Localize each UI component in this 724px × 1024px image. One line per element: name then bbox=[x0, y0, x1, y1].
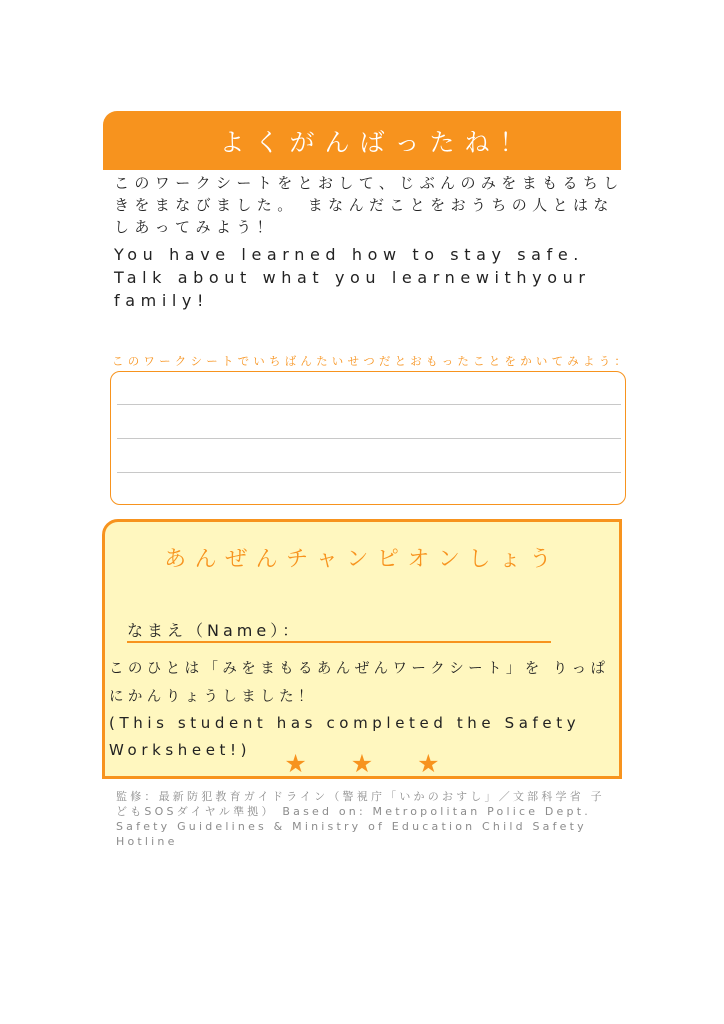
reflection-answer-box[interactable] bbox=[110, 371, 626, 505]
safety-champion-certificate bbox=[102, 519, 622, 779]
answer-line bbox=[117, 404, 621, 405]
name-write-line[interactable] bbox=[127, 641, 551, 643]
certificate-title: あんぜんチャンピオンしょう bbox=[164, 547, 560, 572]
certificate-statement-english: (This student has completed the Safety Worksheet!) bbox=[109, 714, 581, 759]
intro-english: You have learned how to stay safe. Talk about what you learnewithyour family! bbox=[114, 245, 591, 310]
answer-line bbox=[117, 438, 621, 439]
header-banner bbox=[103, 111, 621, 170]
banner-title: よくがんばったね！ bbox=[219, 127, 535, 157]
intro-japanese: このワークシートをとおして、じぶんのみをまもるちしきをまなびました。 まなんだことをおうちの人とはなしあってみよう！ bbox=[114, 174, 624, 236]
answer-line bbox=[117, 472, 621, 473]
reflection-prompt: このワークシートでいちばんたいせつだとおもったことをかいてみよう： bbox=[112, 354, 631, 368]
source-credit: 監修：最新防犯教育ガイドライン（警視庁「いかのおすし」／文部科学省 子どもSOSダイヤル準拠） Based on: Metropolitan Police Dept. Safety Guidelines & Ministry of Education Child Safety Hotline bbox=[116, 790, 605, 848]
name-label: なまえ（Name）： bbox=[127, 621, 303, 640]
star-icons: ★ ★ ★ bbox=[284, 749, 458, 778]
certificate-statement-japanese: このひとは「みをまもるあんぜんワークシート」を りっぱにかんりょうしました！ bbox=[109, 661, 610, 705]
